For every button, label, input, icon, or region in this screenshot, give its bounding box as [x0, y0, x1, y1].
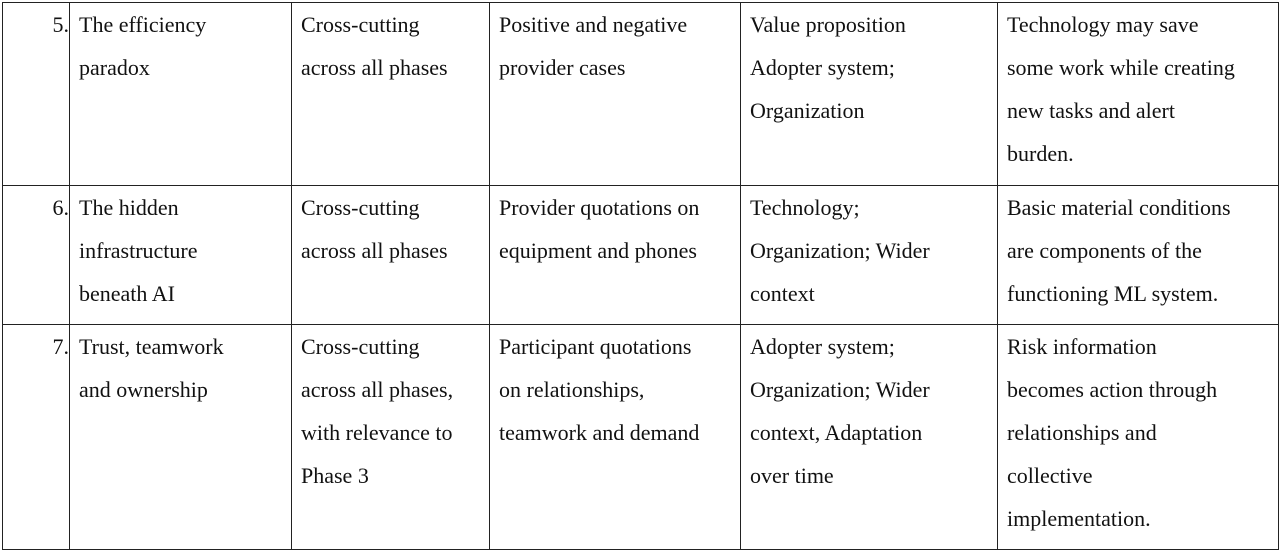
theme-cell: The efficiency paradox	[70, 3, 292, 186]
phase-cell: Cross-cutting across all phases	[292, 186, 490, 325]
evidence-cell: Participant quotations on relationships, teamwork and demand	[490, 325, 741, 550]
domain-cell: Adopter system; Organization; Wider context, Adaptation over time	[741, 325, 998, 550]
evidence-cell: Provider quotations on equipment and phones	[490, 186, 741, 325]
row-number-cell: 5.	[3, 3, 70, 186]
phase-cell: Cross-cutting across all phases, with relevance to Phase 3	[292, 325, 490, 550]
row-number-cell: 7.	[3, 325, 70, 550]
theme-cell: The hidden infrastructure beneath AI	[70, 186, 292, 325]
insight-cell: Basic material conditions are components of the functioning ML system.	[998, 186, 1279, 325]
domain-cell: Value proposition Adopter system; Organization	[741, 3, 998, 186]
insight-cell: Technology may save some work while creating new tasks and alert burden.	[998, 3, 1279, 186]
table-row	[3, 325, 1279, 550]
table-row	[3, 3, 1279, 186]
insight-cell: Risk information becomes action through relationships and collective implementation.	[998, 325, 1279, 550]
evidence-cell: Positive and negative provider cases	[490, 3, 741, 186]
phase-cell: Cross-cutting across all phases	[292, 3, 490, 186]
table-row	[3, 186, 1279, 325]
theme-cell: Trust, teamwork and ownership	[70, 325, 292, 550]
domain-cell: Technology; Organization; Wider context	[741, 186, 998, 325]
findings-table	[2, 2, 1279, 550]
row-number-cell: 6.	[3, 186, 70, 325]
